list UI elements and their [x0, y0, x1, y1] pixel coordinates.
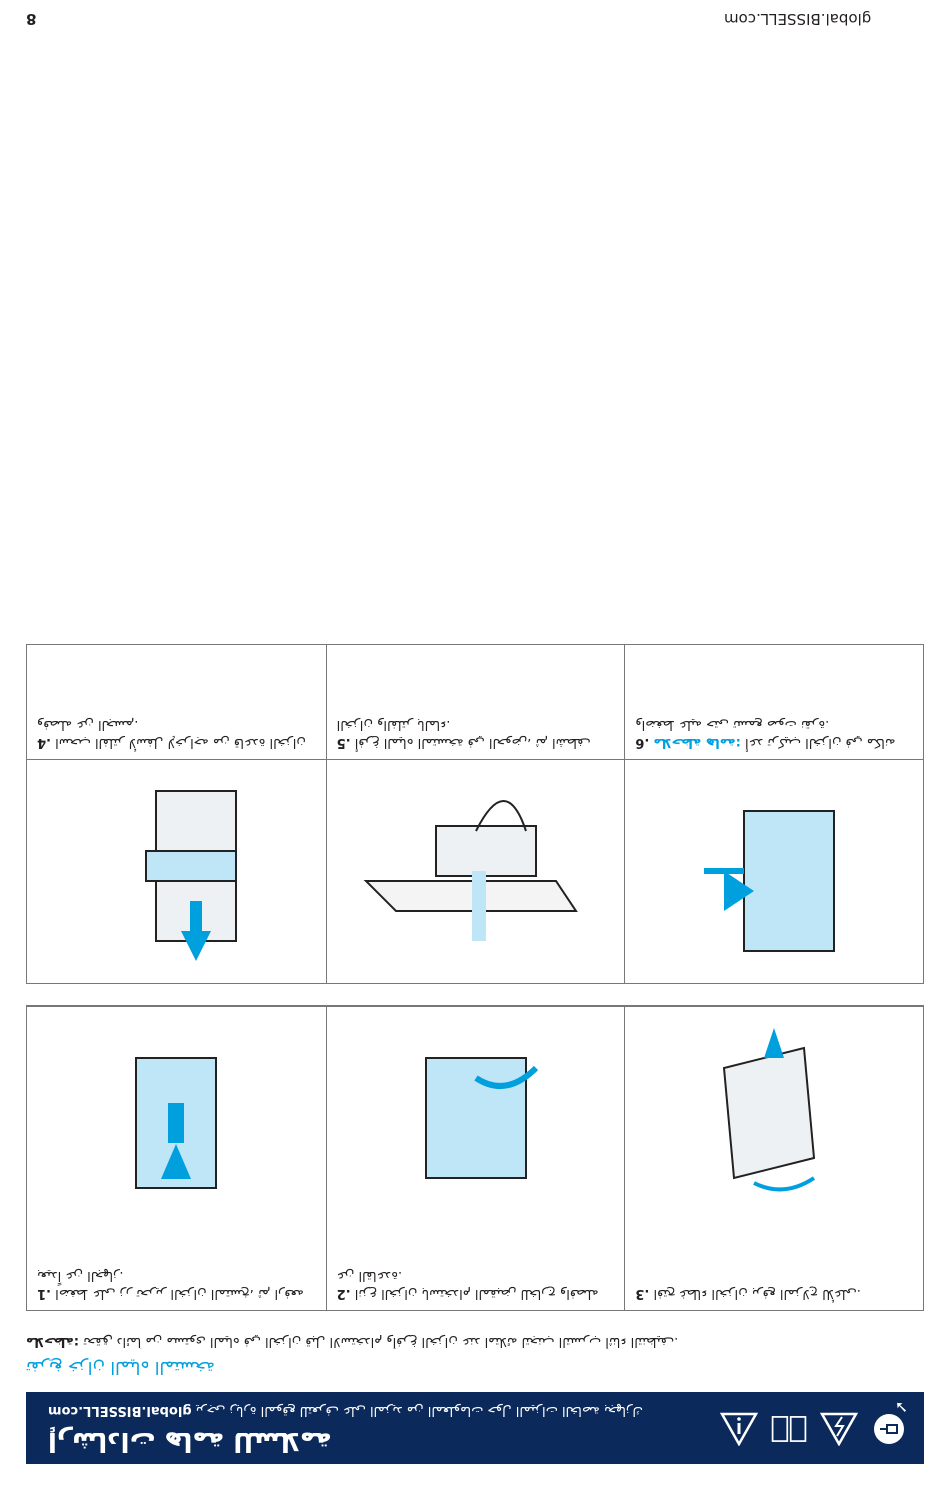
banner-title: إرشادات هامة للسلامة [48, 1426, 332, 1456]
banner-subtitle [48, 1403, 768, 1418]
note-label: ملاحظة: [26, 1334, 80, 1349]
step-illustration-1 [27, 1006, 326, 1230]
page-number: 8 [26, 10, 37, 28]
section-title: تفريغ خزان المياه المتسخة [26, 1357, 215, 1377]
arrow-icon: ➘ [894, 1398, 908, 1417]
steps-grid-top [26, 1005, 924, 1311]
safety-banner [26, 1392, 924, 1464]
step-illustration-4 [27, 759, 326, 983]
step-illustration-3 [624, 1006, 923, 1230]
manual-book-icon [770, 1410, 808, 1448]
step-text-4: 4. اسحب الفلتر لأسفل لإخراجه من قاعدة الخزان وفصله عن الجسم. [37, 717, 306, 750]
banner-url[interactable]: global.BISSELL.com [48, 1403, 192, 1418]
banner-text: يرجى زيارة الموقع للتعرف على المزيد من المعلومات حول الميزات الخاصة بجهازك [195, 1403, 643, 1418]
note-text: تحقق دائماً من مستوى المياه في الخزان قبل الاستخدام وأفرغ الخزان عند امتلائه لتجنب التسرب أثناء التنظيف. [83, 1334, 679, 1349]
step-text-5: 5. أفرغ المياه المتسخة في الحوض، ثم اشطف الخزان والفلتر بالماء. [326, 645, 625, 759]
step-text-1: 1. اضغط على زر تحرير الخزان المتسخ، ثم ارفعه بعيداً عن الجهاز. [37, 1268, 304, 1301]
electric-warning-icon [820, 1410, 858, 1448]
step-illustration-5 [326, 759, 625, 983]
step-illustration-2 [326, 1006, 625, 1230]
footer-url[interactable]: global.BISSELL.com [724, 10, 872, 28]
step-text-6: 6. ملاحظة هامة: أعد تركيب الخزان في مكانه واضغط عليه حتى تسمع صوت نقرة. [624, 645, 923, 759]
note [26, 1334, 924, 1349]
step-illustration-6 [624, 759, 923, 983]
steps-grid-bottom [26, 644, 924, 984]
step-text-2: 2. انزع الخزان باستخدام المقبض للخارج وافصله عن القاعدة. [326, 1230, 625, 1310]
step-text-3: 3. افتح غطاء الخزان برفع المزلاج للأعلى. [624, 1230, 923, 1310]
